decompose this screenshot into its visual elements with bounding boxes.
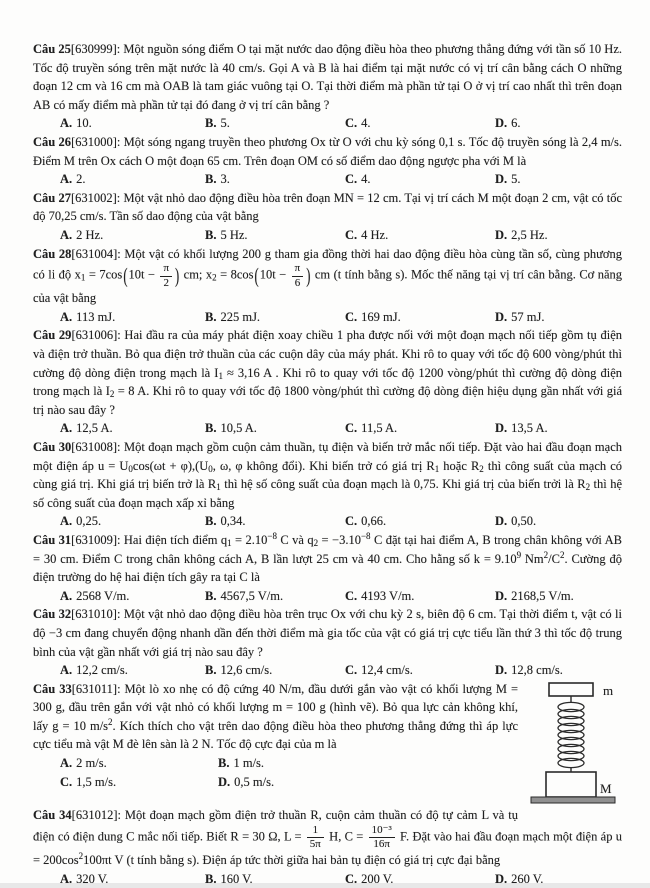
option-d bbox=[495, 170, 622, 189]
question-text-run: /C bbox=[548, 551, 560, 566]
option-a bbox=[60, 661, 205, 680]
option-value: 0,34. bbox=[220, 514, 246, 529]
option-d bbox=[495, 226, 622, 245]
option-a bbox=[60, 170, 205, 189]
question-text-run: . Cường độ điện trường do hệ hai điện tích gây ra tại C là bbox=[33, 551, 622, 585]
question-q25 bbox=[33, 40, 622, 133]
fraction bbox=[367, 825, 397, 851]
option-value: 1,5 m/s. bbox=[76, 774, 117, 789]
option-b bbox=[218, 754, 518, 773]
option-c bbox=[345, 226, 495, 245]
option-c bbox=[345, 114, 495, 133]
question-text-run: thì hệ số công suất của đoạn mạch là 0,75. Khi giá trị của biến trởi là R bbox=[220, 477, 586, 492]
option-label: C. bbox=[345, 871, 358, 886]
question-text-run: [631006]: Hai đầu ra của máy phát điện xoay chiều 1 pha được nối với một đoạn mạch nối tiếp gồm tụ điện và điện trở thuần. Bỏ qua điện trở thuần của các cuộn dây của máy phát. Khi rô to quay với tốc độ 600 vòng/phút thì cường độ dòng điện trong mạch là I bbox=[33, 328, 622, 380]
subscript: 2 bbox=[109, 389, 115, 400]
option-value: 320 V. bbox=[76, 871, 109, 886]
option-value: 1 m/s. bbox=[233, 756, 265, 771]
option-label: A. bbox=[60, 227, 73, 242]
option-c bbox=[345, 512, 495, 531]
option-a bbox=[60, 226, 205, 245]
big-paren: ( bbox=[123, 263, 128, 288]
option-label: D. bbox=[495, 227, 508, 242]
option-c bbox=[345, 870, 495, 888]
question-text-run: ≈ 3,16 A . Khi rô to quay với tốc độ 1200 vòng/phút thì cường độ dòng điện trong mạch là I bbox=[33, 365, 622, 399]
question-number: Câu 33 bbox=[33, 681, 72, 696]
options-row bbox=[33, 419, 622, 438]
option-value: 10. bbox=[76, 116, 92, 131]
option-label: C. bbox=[345, 421, 358, 436]
superscript: 2 bbox=[78, 850, 84, 861]
option-c bbox=[345, 308, 495, 327]
fraction-denominator: 5π bbox=[309, 838, 321, 851]
question-q26 bbox=[33, 133, 622, 189]
question-q32 bbox=[33, 605, 622, 679]
fraction bbox=[305, 825, 326, 851]
question-text-run: [631012]: Một đoạn mạch gồm điện trở thuần R, cuộn cảm thuần có độ tự cảm L và tụ điện có điện dung C mắc nối tiếp. Biết R = 30 Ω, L = bbox=[33, 808, 518, 844]
option-d bbox=[495, 419, 622, 438]
question-text-run: [631004]: Một vật có khối lượng 200 g tham gia đồng thời hai dao động điều hòa cùng tần số, cùng phương có li độ x bbox=[33, 246, 622, 282]
option-label: A. bbox=[60, 588, 73, 603]
option-label: D. bbox=[495, 514, 508, 529]
question-statement bbox=[33, 133, 622, 170]
question-number: Câu 25 bbox=[33, 42, 71, 56]
options-row bbox=[33, 773, 518, 792]
fraction-numerator: π bbox=[292, 263, 304, 277]
option-label: A. bbox=[60, 172, 73, 187]
option-value: 0,5 m/s. bbox=[234, 774, 275, 789]
option-b bbox=[205, 587, 345, 606]
option-value: 4567,5 V/m. bbox=[220, 588, 284, 603]
option-label: C. bbox=[345, 116, 358, 131]
option-a bbox=[60, 587, 205, 606]
question-text-run: [631000]: Một sóng ngang truyền theo phương Ox từ O với chu kỳ sóng 0,1 s. Tốc độ truyền sóng là 2,4 m/s. Điểm M trên Ox cách O một đoạn 65 cm. Trên đoạn OM có số điểm dao động ngược pha với M là bbox=[33, 134, 623, 168]
fraction-denominator: 16π bbox=[373, 838, 390, 851]
question-text-run: C đặt tại hai điểm A, B trong chân không với AB = 30 cm. Điểm C trong chân không cách A, B lần lượt 25 cm và 40 cm. Cho hằng số k = 9.10 bbox=[33, 532, 623, 566]
question-text-run: hoặc R bbox=[439, 458, 480, 473]
option-value: 57 mJ. bbox=[511, 309, 545, 324]
option-label: D. bbox=[218, 774, 231, 789]
options-row bbox=[33, 870, 622, 888]
fraction bbox=[290, 263, 306, 289]
option-value: 4. bbox=[361, 116, 371, 131]
option-value: 4. bbox=[361, 172, 371, 187]
option-label: B. bbox=[205, 588, 217, 603]
option-label: C. bbox=[345, 172, 358, 187]
option-value: 2 Hz. bbox=[76, 227, 104, 242]
option-value: 4 Hz. bbox=[361, 227, 389, 242]
option-value: 113 mJ. bbox=[76, 309, 116, 324]
fraction-denominator: 6 bbox=[294, 276, 301, 289]
option-value: 0,50. bbox=[511, 514, 537, 529]
option-value: 3. bbox=[220, 172, 230, 187]
question-text-run: cm; x bbox=[180, 267, 213, 282]
fraction-numerator: π bbox=[160, 263, 172, 277]
option-label: B. bbox=[205, 421, 217, 436]
option-label: D. bbox=[495, 172, 508, 187]
option-a bbox=[60, 419, 205, 438]
question-text-run: = 7cos bbox=[85, 267, 123, 282]
option-value: 260 V. bbox=[511, 871, 544, 886]
options-row bbox=[33, 114, 622, 133]
option-c bbox=[345, 170, 495, 189]
option-label: D. bbox=[495, 871, 508, 886]
mass-M-label: M bbox=[600, 780, 612, 796]
option-value: 5. bbox=[220, 116, 230, 131]
option-label: D. bbox=[495, 588, 508, 603]
big-paren: ( bbox=[254, 263, 259, 288]
superscript: 2 bbox=[543, 549, 549, 560]
subscript: 1 bbox=[216, 482, 221, 493]
question-text-run: [631010]: Một vật nhỏ dao động điều hòa trên trục Ox với chu kỳ 2 s, biên độ 6 cm. Tại thời điểm t, vật có li độ −3 cm đang chuyển động nhanh dần đến thời điểm mà gia tốc của vật có giá trị cực tiểu lần thứ 3 thì tốc độ trung bình của vật gần nhất với giá trị nào sau đây ? bbox=[33, 607, 622, 659]
option-label: B. bbox=[205, 227, 217, 242]
option-value: 12,2 cm/s. bbox=[76, 663, 128, 678]
option-a bbox=[60, 512, 205, 531]
option-value: 12,6 cm/s. bbox=[220, 663, 273, 678]
question-text-run: Nm bbox=[521, 551, 544, 566]
subscript: 0 bbox=[208, 463, 213, 474]
option-d bbox=[495, 114, 622, 133]
superscript: 2 bbox=[108, 716, 113, 727]
subscript: 2 bbox=[479, 463, 484, 474]
option-b bbox=[205, 170, 345, 189]
option-a bbox=[60, 870, 205, 888]
option-value: 10,5 A. bbox=[220, 421, 257, 436]
option-value: 12,8 cm/s. bbox=[511, 663, 563, 678]
question-number: Câu 26 bbox=[33, 134, 72, 149]
question-statement bbox=[33, 189, 622, 226]
question-text-run: 10t − bbox=[128, 267, 159, 282]
option-label: D. bbox=[495, 116, 508, 131]
question-text-run: 100πt V (t tính bằng s). Điện áp tức thời giữa hai bản tụ điện có giá trị cực đại bằng bbox=[83, 852, 501, 867]
option-b bbox=[205, 226, 345, 245]
option-value: 225 mJ. bbox=[220, 309, 261, 324]
option-value: 11,5 A. bbox=[361, 421, 398, 436]
option-label: C. bbox=[345, 227, 358, 242]
option-c bbox=[345, 419, 495, 438]
option-a bbox=[60, 308, 205, 327]
option-c bbox=[345, 587, 495, 606]
option-b bbox=[205, 114, 345, 133]
option-label: B. bbox=[205, 514, 217, 529]
option-label: D. bbox=[495, 421, 508, 436]
options-row bbox=[33, 308, 622, 327]
question-number: Câu 31 bbox=[33, 532, 72, 547]
option-b bbox=[205, 661, 345, 680]
option-label: A. bbox=[60, 871, 73, 886]
subscript: 1 bbox=[227, 537, 232, 548]
option-b bbox=[205, 308, 345, 327]
option-value: 0,66. bbox=[361, 514, 387, 529]
option-value: 2. bbox=[76, 172, 86, 187]
options-row bbox=[33, 512, 622, 531]
spring-coil bbox=[558, 758, 584, 767]
spring-mass-figure bbox=[528, 680, 622, 810]
question-q28 bbox=[33, 245, 622, 327]
options-row bbox=[33, 226, 622, 245]
question-statement bbox=[33, 40, 622, 114]
option-value: 13,5 A. bbox=[511, 421, 548, 436]
option-d bbox=[495, 512, 622, 531]
options-row bbox=[33, 587, 622, 606]
option-d bbox=[218, 773, 518, 792]
option-label: A. bbox=[60, 756, 73, 771]
option-label: A. bbox=[60, 421, 73, 436]
question-text-run: thì công suất của mạch có cùng giá trị. Khi giá trị biến trở là R bbox=[33, 458, 622, 492]
options-row bbox=[33, 170, 622, 189]
option-value: 2,5 Hz. bbox=[511, 227, 548, 242]
option-c bbox=[345, 661, 495, 680]
subscript: 2 bbox=[212, 272, 217, 283]
option-a bbox=[60, 114, 205, 133]
option-label: C. bbox=[60, 774, 73, 789]
option-value: 0,25. bbox=[76, 514, 102, 529]
question-statement bbox=[33, 605, 622, 661]
question-statement bbox=[33, 245, 622, 308]
question-text-run: F. Đặt vào hai đầu đoạn mạch một điện áp u = 200cos bbox=[33, 829, 622, 867]
options-row bbox=[33, 754, 518, 773]
question-text-run: cos(ωt + φ),(U bbox=[132, 458, 209, 473]
question-text-run: [631009]: Hai điện tích điểm q bbox=[71, 532, 228, 547]
question-q29 bbox=[33, 326, 622, 438]
options-row bbox=[33, 661, 622, 680]
option-label: B. bbox=[205, 172, 217, 187]
question-number: Câu 29 bbox=[33, 328, 72, 343]
question-text-run: 10t − bbox=[259, 267, 290, 282]
option-a bbox=[60, 754, 218, 773]
option-label: B. bbox=[205, 871, 217, 886]
option-label: A. bbox=[60, 309, 73, 324]
question-text-run: cm (t tính bằng s). Mốc thế năng tại vị trí cân bằng. Cơ năng của vật bằng bbox=[33, 267, 623, 306]
question-statement bbox=[33, 438, 622, 512]
question-text-run: = 2.10 bbox=[231, 532, 268, 547]
question-text-run: = 8cos bbox=[216, 267, 254, 282]
subscript: 1 bbox=[434, 463, 440, 474]
big-paren: ) bbox=[175, 263, 180, 288]
option-value: 169 mJ. bbox=[361, 309, 401, 324]
question-text-run: [631002]: Một vật nhỏ dao động điều hòa trên đoạn MN = 12 cm. Tại vị trí cách M một đoạn 2 cm, vật có tốc độ 70,25 cm/s. Tần số dao động của vật bằng bbox=[33, 190, 623, 224]
question-statement bbox=[33, 531, 622, 587]
question-text-run: [630999]: Một nguồn sóng điểm O tại mặt nước dao động điều hòa theo phương thẳng đứng với tần số 10 Hz. Tốc độ truyền sóng trên mặt nước là 40 cm/s. Gọi A và B là hai điểm tại mặt nước có vị trí cân bằng cách O những đoạn 12 cm và 16 cm mà OAB là tam giác vuông tại O. Tại thời điểm mà phần tử tại O ở vị trí cao nhất thì trên đoạn AB có mấy điểm mà phần tử tại đó đang ở vị trí cân bằng ? bbox=[33, 42, 622, 112]
superscript: −8 bbox=[267, 530, 277, 541]
big-paren: ) bbox=[306, 263, 311, 288]
option-label: A. bbox=[60, 514, 73, 529]
subscript: 0 bbox=[128, 463, 133, 474]
question-text-run: = 8 A. Khi rô to quay với tốc độ 1800 vòng/phút thì cường độ dòng điện hiệu dụng gần nhất với giá trị nào sau đây ? bbox=[33, 384, 623, 417]
option-c bbox=[60, 773, 218, 792]
option-d bbox=[495, 587, 622, 606]
option-b bbox=[205, 870, 345, 888]
subscript: 2 bbox=[313, 537, 319, 548]
question-text-run: C và q bbox=[276, 532, 314, 547]
option-label: C. bbox=[345, 588, 358, 603]
question-number: Câu 28 bbox=[33, 246, 72, 261]
question-q27 bbox=[33, 189, 622, 245]
mass-m-plate bbox=[549, 683, 593, 696]
question-text-run: . Kích thích cho vật trên dao động điều hòa theo phương thẳng đứng thì áp lực cực tiểu mà vật M đè lên sàn là 2 N. Tốc độ cực đại của m là bbox=[33, 718, 518, 752]
fraction bbox=[158, 263, 174, 289]
option-value: 5 Hz. bbox=[220, 227, 248, 242]
question-number: Câu 34 bbox=[33, 808, 72, 823]
option-value: 160 V. bbox=[220, 871, 253, 886]
option-value: 2568 V/m. bbox=[76, 588, 130, 603]
option-value: 12,5 A. bbox=[76, 421, 113, 436]
option-label: D. bbox=[495, 309, 508, 324]
superscript: 2 bbox=[559, 549, 565, 560]
option-d bbox=[495, 661, 622, 680]
question-q31 bbox=[33, 531, 622, 605]
option-label: C. bbox=[345, 309, 358, 324]
option-d bbox=[495, 870, 622, 888]
mass-M-block bbox=[546, 772, 596, 797]
option-b bbox=[205, 512, 345, 531]
option-label: A. bbox=[60, 663, 73, 678]
option-label: A. bbox=[60, 116, 73, 131]
questions-container bbox=[33, 40, 622, 888]
option-label: B. bbox=[205, 309, 217, 324]
option-value: 6. bbox=[511, 116, 521, 131]
question-statement bbox=[33, 806, 622, 869]
option-label: B. bbox=[205, 663, 217, 678]
option-d bbox=[495, 308, 622, 327]
option-value: 200 V. bbox=[361, 871, 394, 886]
option-label: B. bbox=[205, 116, 217, 131]
option-label: C. bbox=[345, 514, 358, 529]
option-value: 12,4 cm/s. bbox=[361, 663, 413, 678]
superscript: 9 bbox=[516, 549, 522, 560]
option-value: 4193 V/m. bbox=[361, 588, 415, 603]
subscript: 1 bbox=[218, 370, 223, 381]
mass-m-label: m bbox=[603, 682, 614, 698]
question-statement bbox=[33, 326, 622, 419]
option-value: 2168,5 V/m. bbox=[511, 588, 574, 603]
option-value: 5. bbox=[511, 172, 521, 187]
fraction-denominator: 2 bbox=[163, 276, 169, 289]
question-text-run: [631008]: Một đoạn mạch gồm cuộn cảm thuần, tụ điện và biến trở mắc nối tiếp. Đặt vào hai đầu đoạn mạch một điện áp u = U bbox=[33, 439, 622, 473]
fraction-numerator: 10⁻³ bbox=[369, 825, 395, 839]
question-text-run: = −3.10 bbox=[318, 532, 361, 547]
question-number: Câu 32 bbox=[33, 607, 72, 622]
question-q30 bbox=[33, 438, 622, 531]
subscript: 2 bbox=[585, 482, 591, 493]
option-label: C. bbox=[345, 663, 358, 678]
question-q34 bbox=[33, 806, 622, 888]
superscript: −8 bbox=[360, 530, 371, 541]
option-label: D. bbox=[495, 663, 508, 678]
question-q33 bbox=[33, 680, 622, 796]
ground-bar bbox=[531, 797, 615, 803]
option-value: 2 m/s. bbox=[76, 756, 107, 771]
question-text-run: [631011]: Một lò xo nhẹ có độ cứng 40 N/m, đầu dưới gắn vào vật có khối lượng M = 300 g, đầu trên gắn với vật nhỏ có khối lượng m = 100 g (hình vẽ). Bỏ qua lực cản không khí, lấy g = 10 m/s bbox=[33, 681, 518, 733]
question-text-run: thì hệ số công suất của đoạn mạch xấp xỉ bằng bbox=[33, 477, 622, 510]
question-number: Câu 27 bbox=[33, 190, 71, 205]
spring-figure-svg bbox=[528, 680, 622, 804]
question-number: Câu 30 bbox=[33, 439, 72, 454]
question-text-run: H, C = bbox=[325, 829, 367, 844]
option-b bbox=[205, 419, 345, 438]
question-text-run: , ω, φ không đổi). Khi biến trở có giá trị R bbox=[212, 458, 435, 473]
subscript: 1 bbox=[80, 272, 86, 283]
fraction-numerator: 1 bbox=[307, 825, 324, 839]
option-label: B. bbox=[218, 756, 230, 771]
